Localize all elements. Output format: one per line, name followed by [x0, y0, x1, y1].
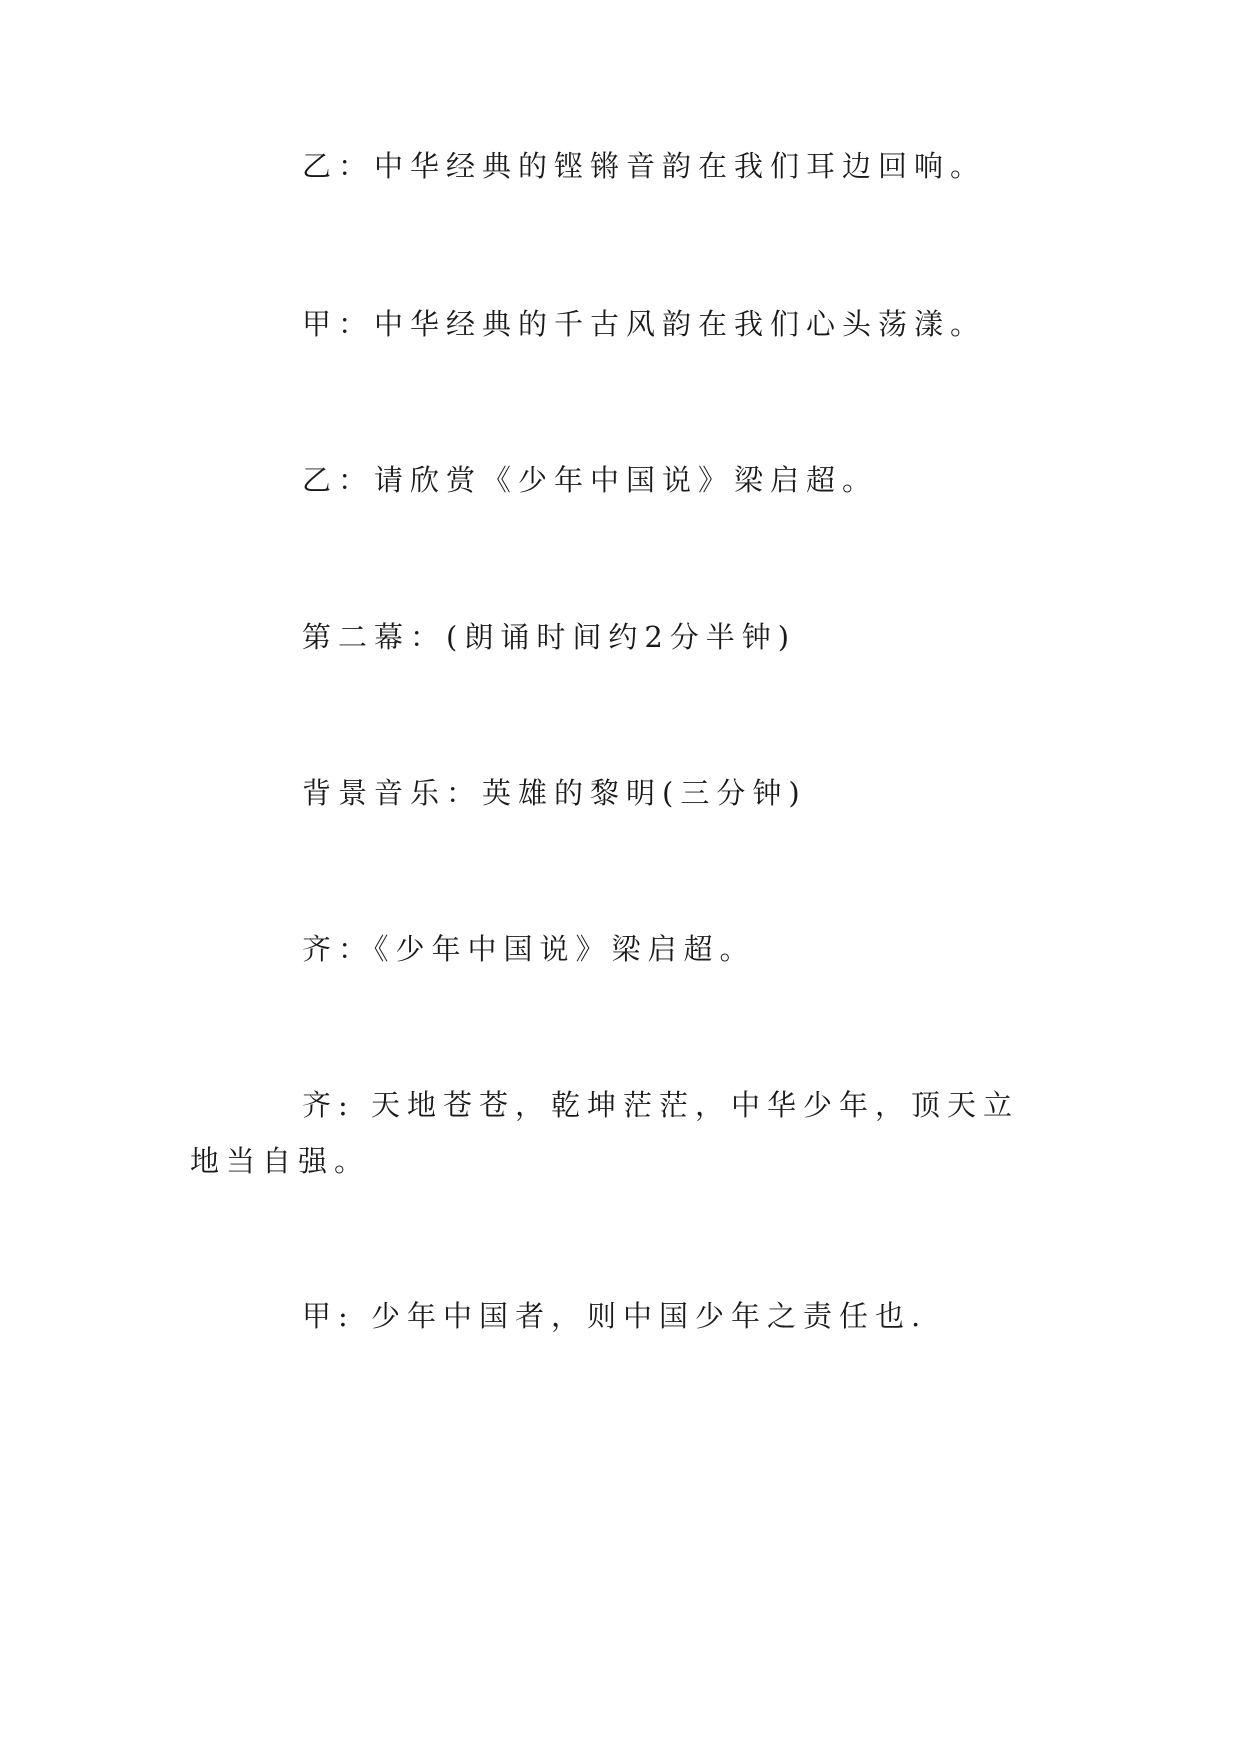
paragraph-7: 齐: 天地苍苍，乾坤茫茫，中华少年，顶天立地当自强。	[190, 1088, 1019, 1178]
paragraph-1: 乙：中华经典的铿锵音韵在我们耳边回响。	[302, 149, 987, 183]
paragraph-4: 第二幕：(朗诵时间约2分半钟)	[302, 620, 797, 654]
paragraph-2: 甲：中华经典的千古风韵在我们心头荡漾。	[302, 307, 987, 341]
paragraph-5: 背景音乐：英雄的黎明(三分钟)	[302, 776, 807, 810]
paragraph-3: 乙：请欣赏《少年中国说》梁启超。	[302, 463, 879, 497]
paragraph-8: 甲: 少年中国者，则中国少年之责任也.	[302, 1299, 928, 1333]
paragraph-6: 齐：《少年中国说》梁启超。	[302, 932, 756, 966]
